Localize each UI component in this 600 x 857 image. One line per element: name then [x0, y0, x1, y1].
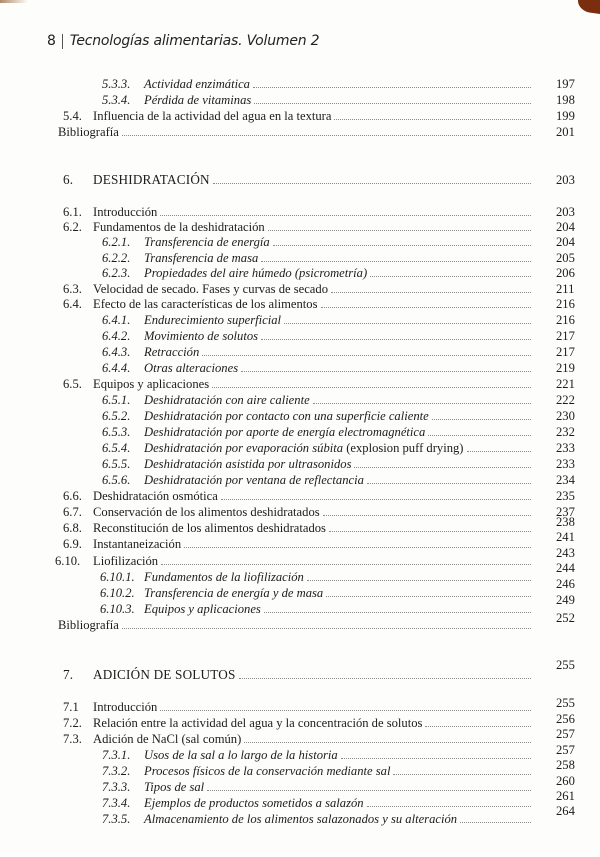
toc-entry-number: 7.3.4. — [102, 796, 131, 810]
toc-entry-title: Bibliografía — [58, 618, 119, 632]
toc-entry-label — [93, 716, 422, 730]
running-head — [47, 33, 319, 49]
toc-page-number: 258 — [556, 758, 575, 772]
toc-entry-label — [93, 521, 326, 535]
toc-entry[interactable] — [102, 266, 531, 280]
toc-entry[interactable] — [100, 602, 531, 616]
dot-leader — [241, 361, 531, 372]
toc-entry[interactable] — [102, 748, 531, 762]
toc-entry-title: Introducción — [93, 700, 158, 714]
dot-leader — [460, 812, 531, 823]
dot-leader — [244, 732, 531, 743]
toc-entry-title: Relación entre la actividad del agua y la concentración de solutos — [93, 716, 423, 730]
toc-entry-title: Transferencia de masa — [144, 251, 259, 265]
toc-entry[interactable] — [63, 109, 531, 123]
toc-entry[interactable] — [102, 393, 531, 407]
toc-entry[interactable] — [63, 537, 531, 551]
toc-entry[interactable] — [63, 521, 531, 535]
toc-entry[interactable] — [63, 297, 531, 311]
dot-leader — [268, 220, 531, 231]
toc-entry[interactable] — [63, 505, 531, 519]
toc-page-number: 234 — [556, 473, 575, 487]
dot-leader — [341, 748, 531, 759]
toc-entry[interactable] — [102, 345, 531, 359]
toc-entry-label — [93, 505, 320, 519]
toc-entry-number: 6.4. — [63, 297, 82, 311]
toc-page-number: 233 — [556, 457, 575, 471]
dot-leader — [161, 554, 531, 565]
toc-entry-title: ADICIÓN DE SOLUTOS — [93, 667, 236, 682]
header-separator — [62, 34, 63, 49]
toc-entry-title: Transferencia de energía y de masa — [144, 586, 324, 600]
toc-entry-number: 6.2.2. — [102, 251, 131, 265]
toc-entry-number: 5.3.3. — [102, 77, 131, 91]
toc-entry-title: Conservación de los alimentos deshidratados — [93, 505, 320, 519]
toc-entry-number: 7.3. — [63, 732, 82, 746]
toc-entry-number: 6.3. — [63, 282, 82, 296]
toc-entry-title: Deshidratación por contacto con una superficie caliente — [144, 409, 429, 423]
page-edge-shadow — [0, 0, 28, 3]
toc-page-number: 235 — [556, 489, 575, 503]
dot-leader — [212, 377, 531, 388]
toc-entry-number: 5.4. — [63, 109, 82, 123]
toc-entry-label — [144, 329, 258, 343]
toc-page-number: 217 — [556, 345, 575, 359]
toc-page-number: 201 — [556, 125, 575, 139]
toc-entry-number: 6.7. — [63, 505, 82, 519]
toc-entry[interactable] — [63, 716, 531, 730]
toc-entry-number: 6. — [63, 172, 74, 187]
toc-entry-label — [93, 489, 218, 503]
toc-entry[interactable] — [102, 313, 531, 327]
toc-entry-title: Deshidratación osmótica — [93, 489, 218, 503]
toc-page-number: 197 — [556, 77, 575, 91]
dot-leader — [428, 425, 531, 436]
toc-page-number: 252 — [556, 611, 575, 625]
dot-leader — [160, 700, 531, 711]
toc-entry[interactable] — [63, 282, 531, 296]
toc-entry[interactable] — [102, 473, 531, 487]
toc-entry-number: 6.5. — [63, 377, 82, 391]
toc-page-number: 230 — [556, 409, 575, 423]
toc-page-number: 233 — [556, 441, 575, 455]
toc-entry-label — [144, 473, 364, 487]
dot-leader — [367, 473, 531, 484]
toc-entry-label — [144, 780, 204, 794]
toc-page-number: 237 — [556, 505, 575, 519]
toc-page-number: 216 — [556, 313, 575, 327]
toc-entry-number: 6.10.1. — [100, 570, 135, 584]
toc-entry-subtitle: (explosion puff drying) — [343, 441, 464, 455]
toc-entry-number: 6.5.2. — [102, 409, 131, 423]
toc-entry-title: Movimiento de solutos — [144, 329, 259, 343]
toc-entry[interactable] — [102, 329, 531, 343]
dot-leader — [370, 266, 531, 277]
toc-entry-label — [144, 602, 261, 616]
toc-entry-title: Otras alteraciones — [144, 361, 239, 375]
toc-entry-label — [144, 764, 390, 778]
dot-leader — [323, 505, 531, 516]
toc-entry-title: Deshidratación asistida por ultrasonidos — [144, 457, 352, 471]
dot-leader — [261, 329, 531, 340]
dot-leader — [122, 125, 531, 136]
dot-leader — [273, 235, 531, 246]
dot-leader — [253, 77, 531, 88]
toc-page-number: 238 — [556, 515, 575, 529]
toc-entry[interactable] — [63, 489, 531, 503]
toc-page-number: 261 — [556, 789, 575, 803]
toc-entry[interactable] — [102, 796, 531, 810]
toc-entry-number: 6.2. — [63, 220, 82, 234]
toc-entry[interactable] — [63, 700, 531, 714]
toc-entry[interactable] — [102, 235, 531, 249]
toc-entry-title: Deshidratación por evaporación súbita — [144, 441, 344, 455]
toc-entry-label — [144, 393, 310, 407]
toc-entry-title: Influencia de la actividad del agua en la textura — [93, 109, 332, 123]
toc-entry[interactable] — [102, 251, 531, 265]
toc-entry-number: 7.1 — [63, 700, 79, 714]
toc-entry[interactable] — [102, 425, 531, 439]
toc-entry-label — [144, 361, 238, 375]
toc-page-number: 255 — [556, 658, 575, 672]
dot-leader — [321, 297, 532, 308]
toc-entry-title: Fundamentos de la deshidratación — [93, 220, 265, 234]
toc-entry-number: 7.3.5. — [102, 812, 131, 826]
toc-entry-label — [144, 313, 281, 327]
toc-entry-number: 6.4.1. — [102, 313, 131, 327]
toc-entry-title: Introducción — [93, 205, 158, 219]
toc-entry[interactable] — [63, 377, 531, 391]
toc-page-number: 204 — [556, 220, 575, 234]
toc-page-number: 241 — [556, 530, 575, 544]
toc-entry-label — [144, 812, 457, 826]
toc-entry[interactable] — [102, 457, 531, 471]
toc-entry-number: 5.3.4. — [102, 93, 131, 107]
toc-entry-number: 6.5.1. — [102, 393, 131, 407]
toc-entry-title: Tipos de sal — [144, 780, 205, 794]
toc-entry-title: Propiedades del aire húmedo (psicrometría) — [144, 266, 368, 280]
toc-entry-label — [144, 409, 429, 423]
toc-page-number: 249 — [556, 593, 575, 607]
toc-entry[interactable] — [63, 732, 531, 746]
toc-entry-number: 7.2. — [63, 716, 82, 730]
dot-leader — [261, 251, 531, 262]
toc-page-number: 206 — [556, 266, 575, 280]
toc-entry-title: Pérdida de vitaminas — [144, 93, 252, 107]
toc-page-number: 260 — [556, 774, 575, 788]
toc-entry-title: Ejemplos de productos sometidos a salazón — [144, 796, 364, 810]
toc-page-number: 264 — [556, 804, 575, 818]
toc-entry-label — [144, 441, 464, 455]
toc-entry-title: Usos de la sal a lo largo de la historia — [144, 748, 338, 762]
toc-entry-label — [93, 109, 331, 123]
dot-leader — [467, 441, 532, 452]
toc-page-number: 211 — [556, 282, 575, 296]
toc-entry-number: 7.3.1. — [102, 748, 131, 762]
toc-entry-title: Procesos físicos de la conservación mediante sal — [144, 764, 391, 778]
dot-leader — [184, 537, 531, 548]
toc-entry-number: 6.5.3. — [102, 425, 131, 439]
toc-page-number: 255 — [556, 696, 575, 710]
toc-entry-title: Actividad enzimática — [144, 77, 250, 91]
toc-entry-label — [58, 618, 119, 632]
toc-entry-label — [93, 732, 241, 746]
toc-entry[interactable] — [102, 764, 531, 778]
page-corner-tab — [578, 0, 600, 14]
dot-leader — [264, 602, 531, 613]
toc-entry-number: 6.6. — [63, 489, 82, 503]
toc-entry[interactable] — [102, 361, 531, 375]
toc-entry-label — [93, 297, 318, 311]
dot-leader — [331, 282, 531, 293]
toc-page-number: 217 — [556, 329, 575, 343]
toc-entry-title: Liofilización — [93, 554, 159, 568]
toc-entry-number: 6.5.6. — [102, 473, 131, 487]
toc-entry-number: 6.10. — [55, 554, 81, 568]
toc-page-number: 219 — [556, 361, 575, 375]
toc-page-number: 221 — [556, 377, 575, 391]
toc-entry-title: Bibliografía — [58, 125, 119, 139]
toc-entry-title: DESHIDRATACIÓN — [93, 172, 210, 187]
toc-entry-label — [144, 586, 323, 600]
toc-entry[interactable] — [63, 220, 531, 234]
toc-entry-label — [144, 425, 425, 439]
toc-entry-number: 6.4.2. — [102, 329, 131, 343]
toc-entry-title: Efecto de las características de los alimentos — [93, 297, 318, 311]
toc-entry-label — [144, 251, 258, 265]
toc-page-number: 203 — [556, 173, 575, 187]
toc-page-number: 257 — [556, 727, 575, 741]
toc-entry-label — [144, 266, 367, 280]
toc-entry-label — [93, 377, 209, 391]
toc-page-number: 257 — [556, 743, 575, 757]
dot-leader — [284, 313, 531, 324]
toc-entry-number: 6.2.3. — [102, 266, 131, 280]
toc-entry-number: 7.3.3. — [102, 780, 131, 794]
toc-entry[interactable] — [100, 586, 531, 600]
dot-leader — [207, 780, 531, 791]
toc-entry-label — [93, 173, 210, 187]
toc-entry[interactable] — [102, 812, 531, 826]
toc-page-number: 199 — [556, 109, 575, 123]
chapter-heading[interactable] — [63, 173, 531, 187]
toc-entry-number: 6.2.1. — [102, 235, 131, 249]
toc-entry-number: 6.1. — [63, 205, 82, 219]
toc-entry-label — [93, 700, 157, 714]
toc-entry-number: 6.8. — [63, 521, 82, 535]
toc-page-number: 216 — [556, 297, 575, 311]
toc-entry-title: Reconstitución de los alimentos deshidratados — [93, 521, 326, 535]
toc-entry[interactable] — [58, 618, 531, 632]
toc-entry[interactable] — [102, 780, 531, 794]
toc-entry-label — [144, 345, 199, 359]
toc-page-number: 232 — [556, 425, 575, 439]
toc-entry-label — [144, 93, 251, 107]
toc-entry-title: Fundamentos de la liofilización — [144, 570, 304, 584]
toc-entry[interactable] — [100, 570, 531, 584]
toc-entry-label — [93, 668, 236, 682]
toc-entry-label — [144, 457, 351, 471]
toc-entry-title: Almacenamiento de los alimentos salazonados y su alteración — [144, 812, 458, 826]
toc-entry-number: 6.4.3. — [102, 345, 131, 359]
toc-entry-label — [58, 125, 119, 139]
toc-entry-title: Endurecimiento superficial — [144, 313, 281, 327]
dot-leader — [367, 796, 531, 807]
toc-entry-title: Adición de NaCl (sal común) — [93, 732, 242, 746]
dot-leader — [239, 668, 531, 679]
chapter-heading[interactable] — [63, 668, 531, 682]
dot-leader — [254, 93, 531, 104]
dot-leader — [213, 173, 531, 184]
toc-entry-title: Deshidratación con aire caliente — [144, 393, 310, 407]
toc-entry-label — [93, 554, 158, 568]
toc-entry-title: Equipos y aplicaciones — [93, 377, 210, 391]
header-book-title: Tecnologías alimentarias. Volumen 2 — [69, 33, 320, 49]
toc-entry-label — [144, 796, 364, 810]
toc-entry-label — [144, 570, 304, 584]
toc-entry-number: 6.5.4. — [102, 441, 131, 455]
toc-entry[interactable] — [102, 409, 531, 423]
toc-entry-label — [144, 77, 250, 91]
toc-entry[interactable] — [102, 77, 531, 91]
dot-leader — [432, 409, 531, 420]
toc-entry-number: 7. — [63, 667, 74, 682]
dot-leader — [334, 109, 531, 120]
toc-entry-number: 6.5.5. — [102, 457, 131, 471]
toc-entry[interactable] — [55, 554, 531, 568]
toc-page-number: 246 — [556, 577, 575, 591]
toc-page-number: 244 — [556, 561, 575, 575]
dot-leader — [425, 716, 531, 727]
toc-entry-label — [93, 282, 328, 296]
toc-entry-label — [93, 220, 265, 234]
toc-entry-number: 6.10.3. — [100, 602, 135, 616]
toc-entry-label — [93, 537, 181, 551]
toc-entry-label — [93, 205, 157, 219]
toc-entry-label — [144, 748, 338, 762]
toc-page-number: 256 — [556, 712, 575, 726]
toc-entry-title: Transferencia de energía — [144, 235, 270, 249]
dot-leader — [160, 205, 531, 216]
toc-entry-number: 6.4.4. — [102, 361, 131, 375]
toc-entry-title: Velocidad de secado. Fases y curvas de secado — [93, 282, 328, 296]
toc-entry[interactable] — [102, 441, 531, 455]
toc-entry[interactable] — [63, 205, 531, 219]
toc-entry[interactable] — [58, 125, 531, 139]
dot-leader — [329, 521, 531, 532]
toc-page-number: 243 — [556, 546, 575, 560]
toc-page-number: 205 — [556, 251, 575, 265]
toc-entry-number: 6.9. — [63, 537, 82, 551]
dot-leader — [202, 345, 531, 356]
toc-entry-number: 7.3.2. — [102, 764, 131, 778]
toc-entry-title: Equipos y aplicaciones — [144, 602, 261, 616]
dot-leader — [307, 570, 531, 581]
toc-entry-title: Retracción — [144, 345, 200, 359]
toc-entry-title: Instantaneización — [93, 537, 182, 551]
toc-page-number: 222 — [556, 393, 575, 407]
dot-leader — [313, 393, 531, 404]
header-page-number: 8 — [47, 33, 56, 49]
dot-leader — [354, 457, 531, 468]
dot-leader — [326, 586, 531, 597]
dot-leader — [122, 618, 531, 629]
toc-entry-number: 6.10.2. — [100, 586, 135, 600]
toc-page-number: 198 — [556, 93, 575, 107]
toc-entry[interactable] — [102, 93, 531, 107]
dot-leader — [393, 764, 531, 775]
toc-page-number: 204 — [556, 235, 575, 249]
toc-entry-title: Deshidratación por ventana de reflectancia — [144, 473, 364, 487]
toc-entry-label — [144, 235, 270, 249]
toc-entry-title: Deshidratación por aporte de energía electromagnética — [144, 425, 426, 439]
dot-leader — [221, 489, 531, 500]
toc-page-number: 203 — [556, 205, 575, 219]
